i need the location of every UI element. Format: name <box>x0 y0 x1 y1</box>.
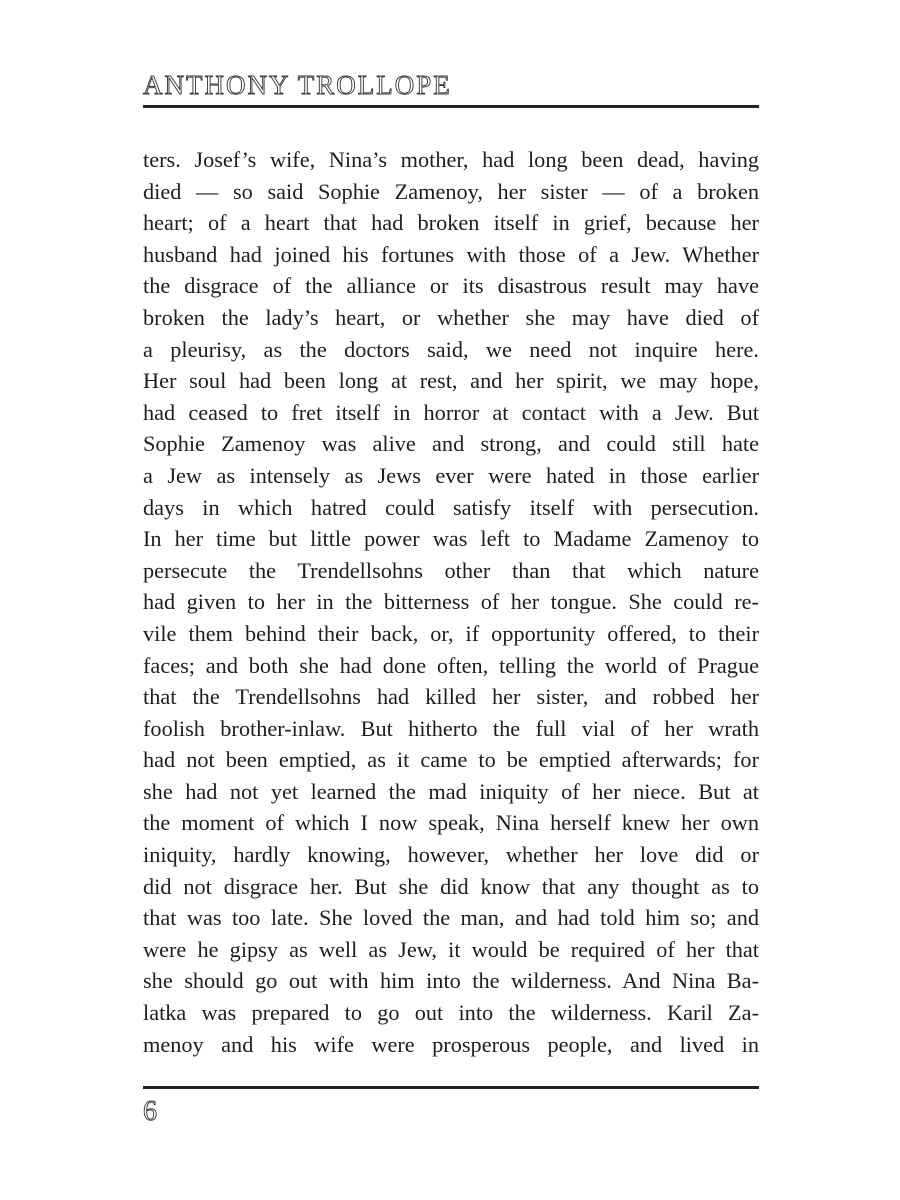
text-line: she had not yet learned the mad iniquity of her niece. But at <box>143 778 759 804</box>
text-line: died — so said Sophie Zamenoy, her sister — of a broken <box>143 178 759 204</box>
text-line: Sophie Zamenoy was alive and strong, and could still hate <box>143 431 759 457</box>
text-line: that the Trendellsohns had killed her sister, and robbed her <box>143 684 759 710</box>
header-rule <box>143 105 759 108</box>
text-line: Her soul had been long at rest, and her spirit, we may hope, <box>143 368 759 394</box>
text-line: heart; of a heart that had broken itself in grief, because her <box>143 210 759 236</box>
text-line: did not disgrace her. But she did know that any thought as to <box>143 873 759 899</box>
text-line: were he gipsy as well as Jew, it would be required of her that <box>143 936 759 962</box>
text-line: a Jew as intensely as Jews ever were hated in those earlier <box>143 462 759 488</box>
text-line: a pleurisy, as the doctors said, we need not inquire here. <box>143 336 759 362</box>
text-line: ters. Josef’s wife, Nina’s mother, had long been dead, having <box>143 147 759 172</box>
text-line: persecute the Trendellsohns other than that which nature <box>143 557 759 583</box>
text-line: the disgrace of the alliance or its disastrous result may have <box>143 273 759 299</box>
text-line: had ceased to fret itself in horror at contact with a Jew. But <box>143 399 759 425</box>
text-line: she should go out with him into the wilderness. And Nina Ba- <box>143 968 759 994</box>
text-line: iniquity, hardly knowing, however, whether her love did or <box>143 842 759 868</box>
text-line: menoy and his wife were prosperous people, and lived in <box>143 1031 759 1057</box>
text-line: the moment of which I now speak, Nina herself knew her own <box>143 810 759 836</box>
text-line: had not been emptied, as it came to be emptied afterwards; for <box>143 747 759 773</box>
text-line: latka was prepared to go out into the wilderness. Karil Za- <box>143 1000 759 1026</box>
footer-rule <box>143 1086 759 1089</box>
text-line: foolish brother-inlaw. But hitherto the full vial of her wrath <box>143 715 759 741</box>
text-line: had given to her in the bitterness of her tongue. She could re- <box>143 589 759 615</box>
page-number: 6 <box>143 1096 157 1127</box>
text-line: that was too late. She loved the man, and had told him so; and <box>143 905 759 931</box>
running-head: ANTHONY TROLLOPE <box>143 70 452 100</box>
text-line: broken the lady’s heart, or whether she may have died of <box>143 304 759 330</box>
text-line: In her time but little power was left to Madame Zamenoy to <box>143 526 759 552</box>
text-line: faces; and both she had done often, telling the world of Prague <box>143 652 759 678</box>
text-line: husband had joined his fortunes with those of a Jew. Whether <box>143 241 759 267</box>
text-line: days in which hatred could satisfy itself with persecution. <box>143 494 759 520</box>
body-text <box>143 144 759 1060</box>
text-line: vile them behind their back, or, if opportunity offered, to their <box>143 620 759 646</box>
